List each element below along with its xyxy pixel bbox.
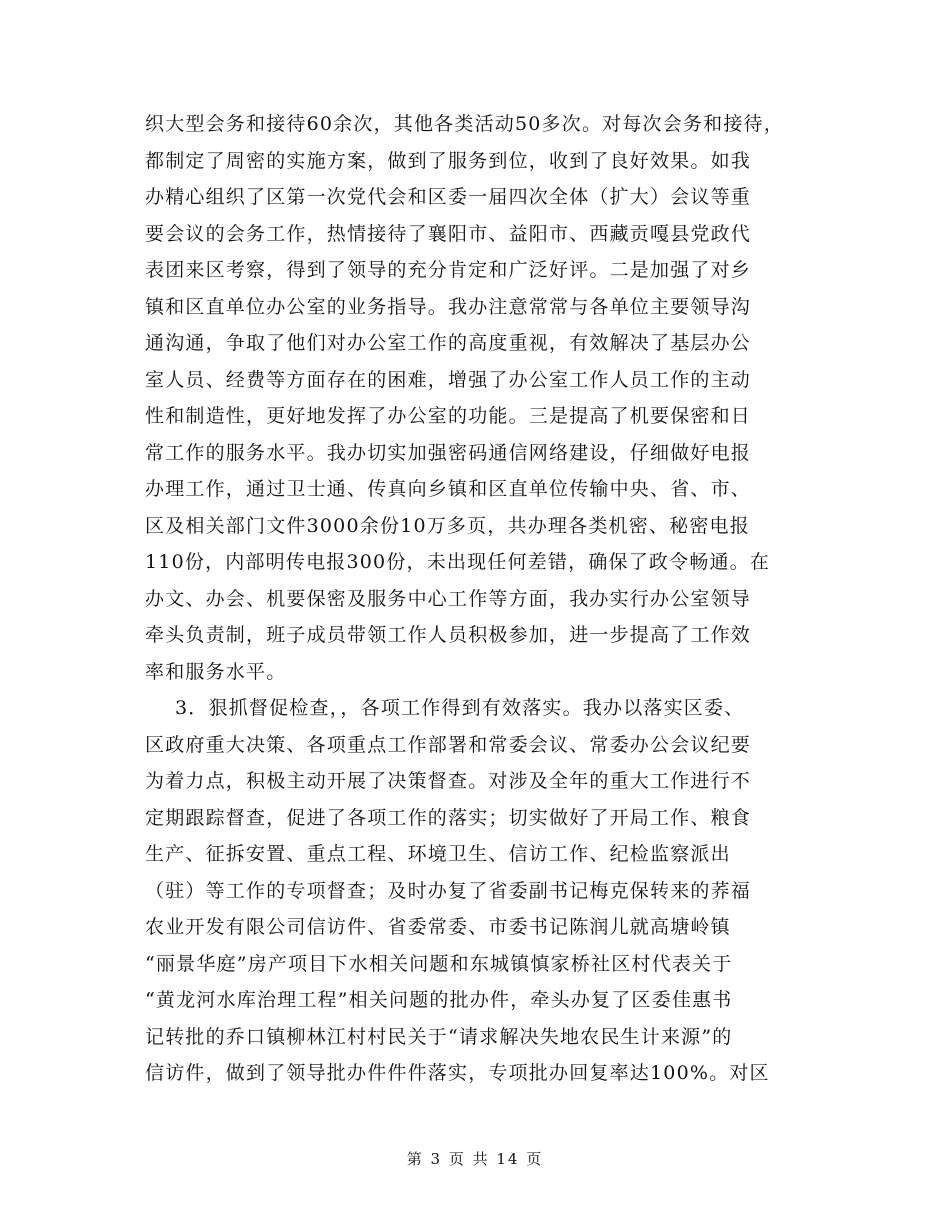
text-line: 常工作的服务水平。我办切实加强密码通信网络建设，仔细做好电报 bbox=[145, 441, 752, 464]
text-line: 区政府重大决策、各项重点工作部署和常委会议、常委办公会议纪要 bbox=[145, 733, 752, 756]
document-body bbox=[145, 106, 845, 1092]
text-line: 通沟通，争取了他们对办公室工作的高度重视，有效解决了基层办公 bbox=[145, 332, 752, 354]
text-line: 区及相关部门文件3000余份10万多页，共办理各类机密、秘密电报 bbox=[145, 514, 750, 537]
text-line: “丽景华庭”房产项目下水相关问题和东城镇慎家桥社区村代表关于 bbox=[145, 952, 733, 975]
text-line: 表团来区考察，得到了领导的充分肯定和广泛好评。二是加强了对乡 bbox=[145, 259, 752, 281]
text-line: 定期跟踪督查，促进了各项工作的落实；切实做好了开局工作、粮食 bbox=[145, 806, 752, 829]
text-line: 为着力点，积极主动开展了决策督查。对涉及全年的重大工作进行不 bbox=[145, 770, 752, 792]
text-line: 办文、办会、机要保密及服务中心工作等方面，我办实行办公室领导 bbox=[145, 587, 752, 610]
paragraph-start-line: 3．狠抓督促检查，，各项工作得到有效落实。我办以落实区委、 bbox=[175, 697, 745, 719]
text-line: 农业开发有限公司信访件、省委常委、市委书记陈润儿就高塘岭镇 bbox=[145, 916, 731, 938]
text-line: 要会议的会务工作，热情接待了襄阳市、益阳市、西藏贡嘎县党政代 bbox=[145, 222, 752, 245]
text-line: 生产、征拆安置、重点工程、环境卫生、信访工作、纪检监察派出 bbox=[145, 843, 731, 865]
text-line: 性和制造性，更好地发挥了办公室的功能。三是提高了机要保密和日 bbox=[145, 405, 752, 427]
page-number-footer: 第 3 页 共 14 页 bbox=[406, 1150, 544, 1168]
text-line: 室人员、经费等方面存在的困难，增强了办公室工作人员工作的主动 bbox=[145, 368, 752, 391]
text-line: 记转批的乔口镇柳林江村村民关于“请求解决失地农民生计来源”的 bbox=[145, 1025, 733, 1048]
text-line: 都制定了周密的实施方案，做到了服务到位，收到了良好效果。如我 bbox=[145, 149, 752, 172]
text-line: 信访件，做到了领导批办件件件落实，专项批办回复率达100%。对区 bbox=[145, 1062, 770, 1084]
text-line: 牵头负责制，班子成员带领工作人员积极参加，进一步提高了工作效 bbox=[145, 624, 752, 646]
text-line: 110份，内部明传电报300份，未出现任何差错，确保了政令畅通。在 bbox=[145, 551, 771, 573]
text-line: 办精心组织了区第一次党代会和区委一届四次全体（扩大）会议等重 bbox=[145, 186, 752, 208]
text-line: 率和服务水平。 bbox=[145, 660, 287, 683]
text-line: 镇和区直单位办公室的业务指导。我办注意常常与各单位主要领导沟 bbox=[145, 295, 752, 318]
text-line: 织大型会务和接待60余次，其他各类活动50多次。对每次会务和接待， bbox=[145, 113, 784, 135]
text-line: “黄龙河水库治理工程”相关问题的批办件，牵头办复了区委佳惠书 bbox=[145, 989, 733, 1011]
text-line: （驻）等工作的专项督查；及时办复了省委副书记梅克保转来的荞福 bbox=[145, 879, 752, 902]
text-line: 办理工作，通过卫士通、传真向乡镇和区直单位传输中央、省、市、 bbox=[145, 478, 752, 500]
